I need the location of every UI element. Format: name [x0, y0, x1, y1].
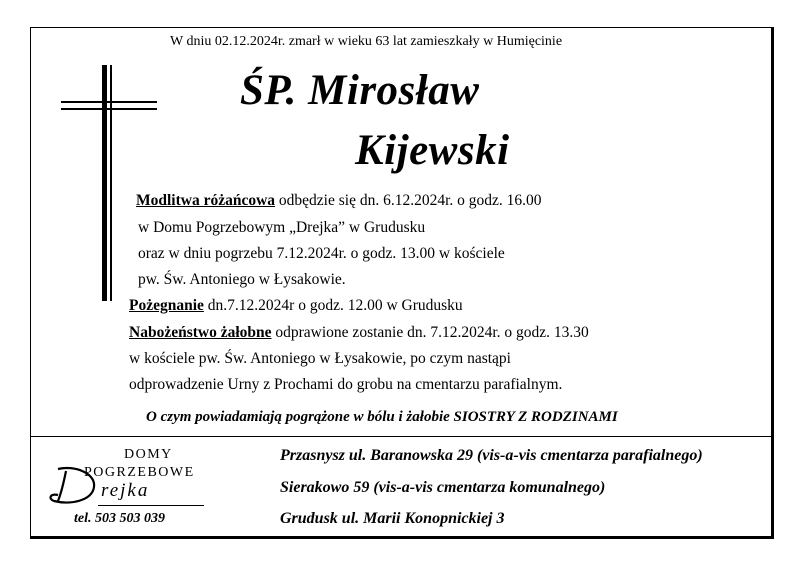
death-intro: W dniu 02.12.2024r. zmarł w wieku 63 lat zamieszkały w Humięcinie — [170, 34, 563, 49]
address-sierakowo: Sierakowo 59 (vis-a-vis cmentarza komunalnego) — [280, 479, 606, 496]
farewell-text: dn.7.12.2024r o godz. 12.00 w Grudusku — [203, 297, 463, 314]
address-grudusk: Grudusk ul. Marii Konopnickiej 3 — [280, 510, 505, 527]
farewell-label: Pożegnanie — [129, 297, 204, 314]
closing-line: O czym powiadamiają pogrążone w bólu i żałobie SIOSTRY Z RODZINAMI — [146, 409, 618, 425]
footer-divider — [30, 436, 774, 437]
mass-line3: odprowadzenie Urny z Prochami do grobu na cmentarzu parafialnym. — [129, 376, 563, 393]
mass-text: odprawione zostanie dn. 7.12.2024r. o godz. 13.30 — [271, 324, 589, 341]
logo-domy: DOMY — [124, 447, 173, 462]
rosary-line3: oraz w dniu pogrzebu 7.12.2024r. o godz. 13.00 w kościele — [138, 245, 505, 262]
rosary-text: odbędzie się dn. 6.12.2024r. o godz. 16.00 — [275, 192, 542, 209]
farewell-line — [129, 297, 463, 315]
deceased-name-line2: Kijewski — [355, 127, 510, 174]
logo-drejka: rejka — [101, 480, 150, 501]
rosary-line4: pw. Św. Antoniego w Łysakowie. — [138, 271, 346, 288]
mass-label: Nabożeństwo żałobne — [129, 324, 272, 341]
rosary-line1 — [136, 192, 542, 210]
phone-number: tel. 503 503 039 — [74, 511, 165, 526]
rosary-line2: w Domu Pogrzebowym „Drejka” w Grudusku — [138, 219, 426, 236]
logo-pogrzebowe: POGRZEBOWE — [84, 465, 195, 480]
deceased-name-line1: ŚP. Mirosław — [240, 67, 480, 114]
rosary-label: Modlitwa różańcowa — [136, 192, 276, 209]
address-przasnysz: Przasnysz ul. Baranowska 29 (vis-a-vis cmentarza parafialnego) — [280, 447, 703, 464]
logo-d-flourish-icon — [44, 463, 104, 507]
mass-line2: w kościele pw. Św. Antoniego w Łysakowie, po czym nastąpi — [129, 350, 511, 367]
logo-underline — [98, 505, 204, 506]
mass-line1 — [129, 324, 589, 342]
